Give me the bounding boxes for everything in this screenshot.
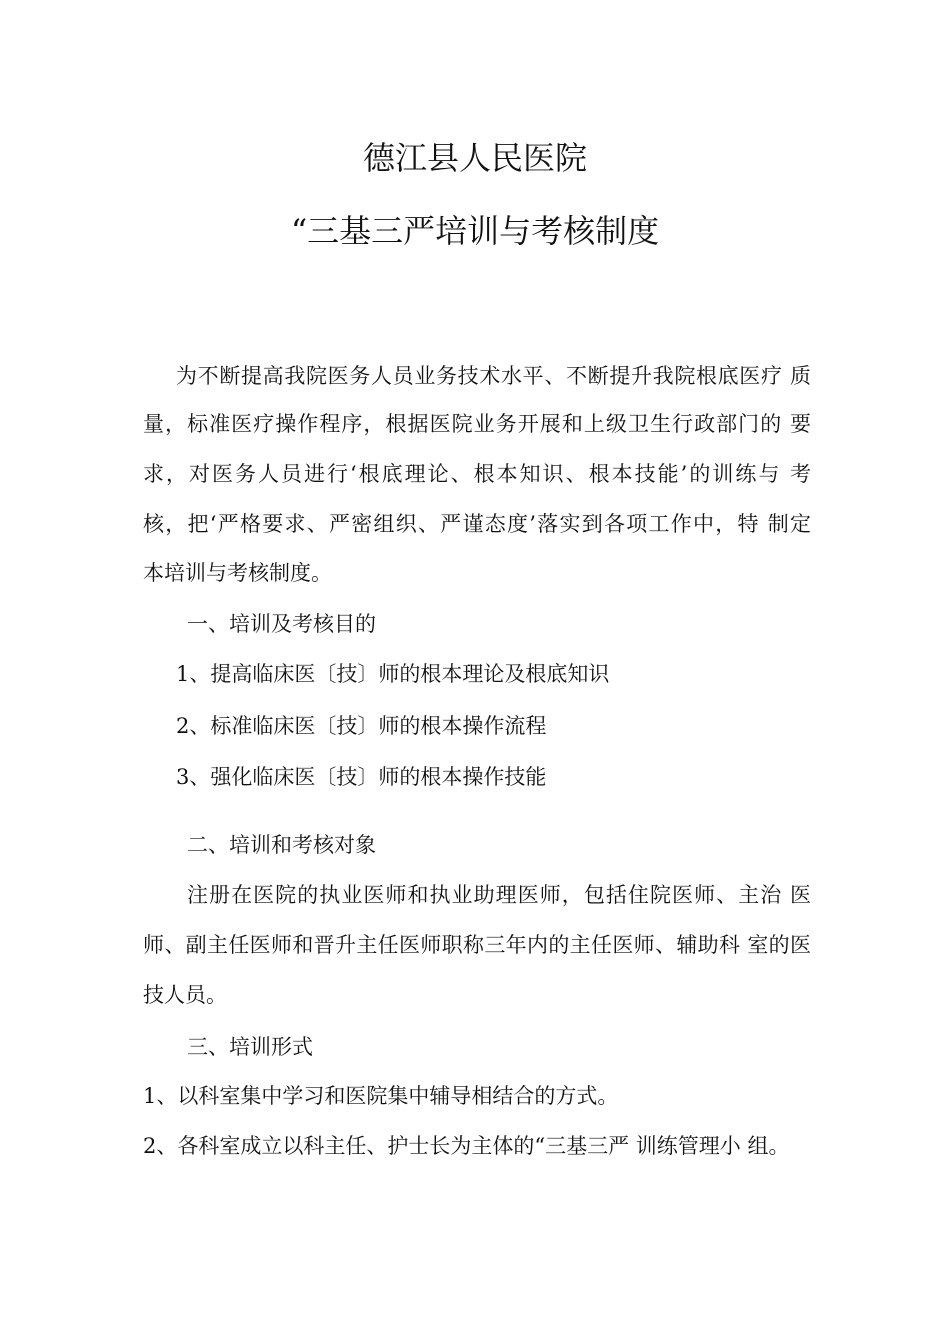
section-heading-purpose: 一、培训及考核目的 bbox=[187, 612, 376, 636]
intro-line-4: 核，把‘严格要求、严密组织、严谨态度’落实到各项工作中，特 制定 bbox=[143, 512, 811, 536]
format-item-1: 1、以科室集中学习和医院集中辅导相结合的方式。 bbox=[143, 1084, 619, 1108]
intro-line-1: 为不断提高我院医务人员业务技术水平、不断提升我院根底医疗 质 bbox=[176, 364, 811, 388]
target-line-2: 师、副主任医师和晋升主任医师职称三年内的主任医师、辅助科 室的医 bbox=[143, 933, 811, 957]
target-line-1: 注册在医院的执业医师和执业助理医师，包括住院医师、主治 医 bbox=[187, 883, 811, 907]
purpose-item-2: 2、标准临床医〔技〕师的根本操作流程 bbox=[176, 714, 547, 738]
intro-line-5: 本培训与考核制度。 bbox=[143, 561, 332, 585]
purpose-item-3: 3、强化临床医〔技〕师的根本操作技能 bbox=[176, 765, 547, 789]
section-heading-target: 二、培训和考核对象 bbox=[187, 833, 376, 857]
section-heading-format: 三、培训形式 bbox=[187, 1035, 313, 1059]
format-item-2: 2、各科室成立以科主任、护士长为主体的“三基三严 训练管理小 组。 bbox=[143, 1134, 790, 1158]
target-line-3: 技人员。 bbox=[143, 983, 227, 1007]
intro-line-3: 求，对医务人员进行‘根底理论、根本知识、根本技能’的训练与 考 bbox=[143, 462, 811, 486]
purpose-item-1: 1、提高临床医〔技〕师的根本理论及根底知识 bbox=[176, 662, 610, 686]
document-title-hospital: 德江县人民医院 bbox=[362, 139, 587, 177]
document-title-policy: “三基三严培训与考核制度 bbox=[290, 212, 660, 250]
intro-line-2: 量，标准医疗操作程序，根据医院业务开展和上级卫生行政部门的 要 bbox=[143, 412, 811, 436]
